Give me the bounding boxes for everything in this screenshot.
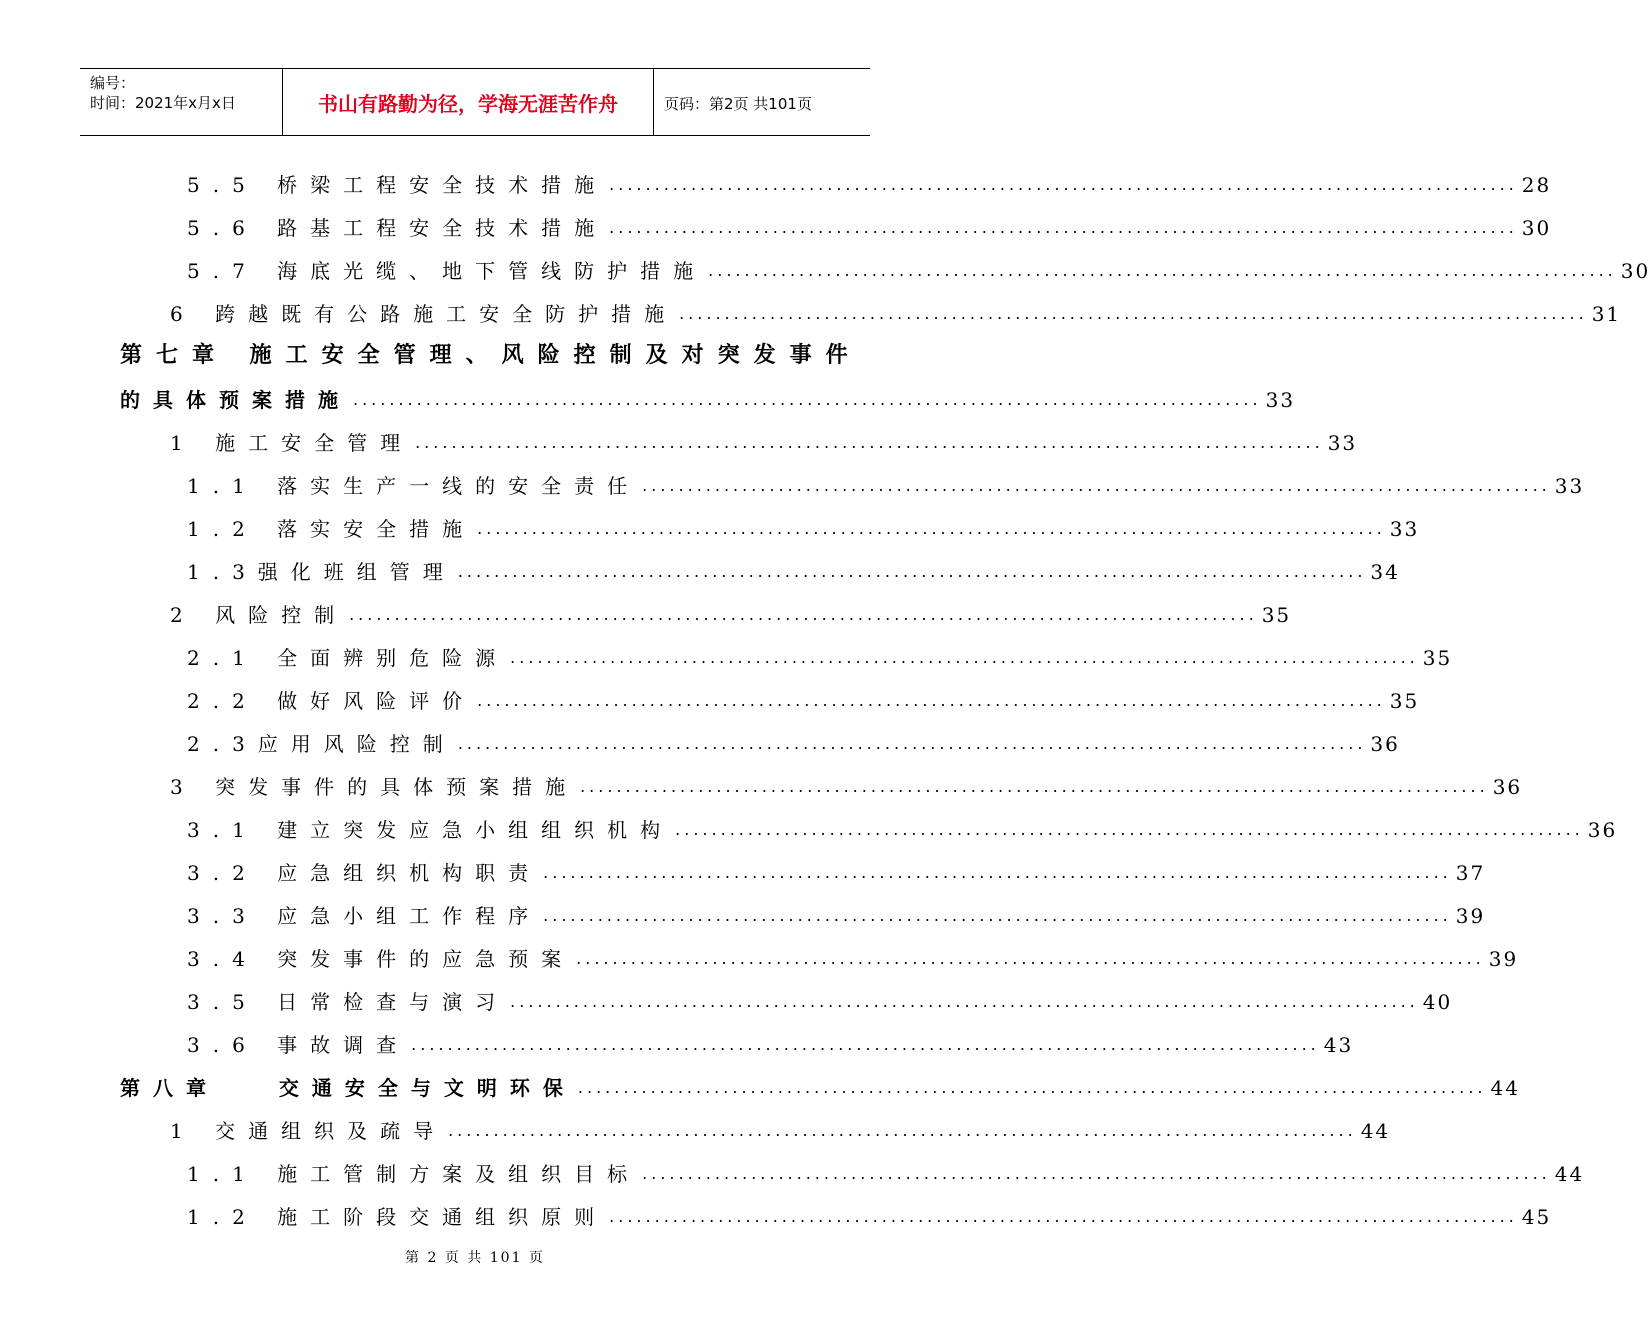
toc-entry-page: 44 [1490,1076,1520,1100]
toc-entry-title: 5.5 桥梁工程安全技术措施 [187,173,608,197]
toc-entry-title: 6 跨越既有公路施工安全防护措施 [170,302,678,326]
toc-entry[interactable] [170,595,1292,627]
toc-entry-title: 3.2 应急组织机构职责 [187,861,542,885]
header-meta-cell [80,69,283,135]
toc-entry[interactable] [187,1154,1585,1186]
toc-entry[interactable] [187,552,1400,584]
toc-entry-title: 1.3强化班组管理 [187,560,456,584]
toc-entry-title: 2.1 全面辨别危险源 [187,646,509,670]
doc-date: 时间：2021年x月x日 [90,94,236,112]
toc-entry-title: 1.1 施工管制方案及组织目标 [187,1162,641,1186]
toc-entry-title: 1 交通组织及疏导 [170,1119,447,1143]
toc-entry-page: 35 [1422,646,1453,670]
toc-entry-title: 3.4 突发事件的应急预案 [187,947,575,971]
toc-leader: .................................................................................................... [642,1164,1551,1183]
toc-entry-page: 36 [1370,732,1400,756]
toc-entry[interactable] [170,1111,1391,1143]
toc-entry[interactable] [187,208,1552,240]
toc-entry-page: 36 [1587,818,1618,842]
toc-entry-page: 44 [1554,1162,1585,1186]
toc-leader: .................................................................................................... [415,433,1324,452]
toc-leader: .................................................................................................... [543,863,1452,882]
toc-entry-title: 3.6 事故调查 [187,1033,410,1057]
toc-entry-page: 45 [1521,1205,1552,1229]
toc-entry[interactable] [187,982,1453,1014]
toc-leader: .................................................................................................... [510,992,1419,1011]
toc-entry-page: 39 [1488,947,1519,971]
doc-number-label: 编号： [90,74,136,92]
toc-entry-title: 1.2 施工阶段交通组织原则 [187,1205,608,1229]
toc-entry[interactable] [187,165,1552,197]
toc-entry[interactable] [170,423,1358,455]
toc-leader: .................................................................................................... [457,562,1367,581]
toc-entry-title: 1 施工安全管理 [170,431,414,455]
toc-entry[interactable] [187,896,1486,928]
toc-leader: .................................................................................................... [411,1035,1320,1054]
toc-leader: .................................................................................................... [510,648,1419,667]
toc-entry-title: 5.7 海底光缆、地下管线防护措施 [187,259,707,283]
toc-leader: .................................................................................................... [477,519,1386,538]
toc-leader: .................................................................................................... [349,605,1258,624]
toc-entry[interactable] [187,1197,1552,1229]
toc-entry-title: 第八章 交通安全与文明环保 [120,1076,576,1100]
toc-entry-title: 1.2 落实安全措施 [187,517,476,541]
toc-entry-page: 36 [1492,775,1523,799]
toc-entry-page: 33 [1265,388,1296,412]
toc-entry[interactable] [187,810,1618,842]
toc-entry[interactable] [187,1025,1354,1057]
page-header [80,68,870,136]
toc-leader: .................................................................................................... [708,261,1617,280]
toc-entry-title: 的具体预案措施 [120,388,351,412]
toc-leader: .................................................................................................... [353,390,1262,409]
toc-entry-title: 2 风险控制 [170,603,348,627]
toc-entry-page: 35 [1389,689,1420,713]
toc-entry[interactable] [187,681,1420,713]
toc-leader: .................................................................................................... [543,906,1452,925]
toc-entry-title: 3.1 建立突发应急小组组织机构 [187,818,674,842]
toc-entry[interactable] [187,939,1519,971]
toc-entry[interactable] [187,251,1650,283]
toc-leader: .................................................................................................... [609,1207,1518,1226]
toc-entry-title: 3.3 应急小组工作程序 [187,904,542,928]
toc-entry-page: 40 [1422,990,1453,1014]
toc-leader: .................................................................................................... [580,777,1489,796]
page-footer: 第 2 页 共 101 页 [405,1250,545,1266]
toc-entry-page: 28 [1521,173,1552,197]
toc-leader: .................................................................................................... [679,304,1588,323]
toc-entry-page: 30 [1620,259,1650,283]
toc-leader: .................................................................................................... [609,218,1518,237]
toc-entry-title: 5.6 路基工程安全技术措施 [187,216,608,240]
toc-leader: .................................................................................................... [577,1078,1487,1097]
toc-entry-title: 3 突发事件的具体预案措施 [170,775,579,799]
toc-entry-page: 31 [1591,302,1622,326]
toc-entry[interactable] [187,638,1453,670]
toc-entry[interactable] [170,294,1622,326]
toc-entry-page: 35 [1261,603,1292,627]
toc-entry-title: 1.1 落实生产一线的安全责任 [187,474,641,498]
toc-entry[interactable] [170,767,1523,799]
toc-entry-page: 33 [1554,474,1585,498]
toc-leader: .................................................................................................... [642,476,1551,495]
toc-entry[interactable] [187,466,1585,498]
toc-entry-title: 2.3应用风险控制 [187,732,456,756]
toc-entry[interactable] [187,509,1420,541]
toc-entry-page: 34 [1370,560,1400,584]
toc-entry-chapter[interactable] [120,380,1296,412]
toc-chapter-heading[interactable]: 第七章 施工安全管理、风险控制及对突发事件 [120,342,862,368]
toc-entry[interactable] [187,724,1400,756]
toc-leader: .................................................................................................... [477,691,1386,710]
toc-entry-page: 44 [1360,1119,1391,1143]
toc-entry-title: 3.5 日常检查与演习 [187,990,509,1014]
header-motto: 书山有路勤为径，学海无涯苦作舟 [283,69,654,135]
toc-entry-page: 33 [1389,517,1420,541]
toc-entry-page: 30 [1521,216,1552,240]
toc-entry-page: 33 [1327,431,1358,455]
toc-leader: .................................................................................................... [576,949,1485,968]
toc-entry-page: 43 [1323,1033,1354,1057]
toc-entry-title: 2.2 做好风险评价 [187,689,476,713]
toc-leader: .................................................................................................... [448,1121,1357,1140]
toc-leader: .................................................................................................... [457,734,1367,753]
toc-leader: .................................................................................................... [609,175,1518,194]
toc-entry-page: 37 [1455,861,1486,885]
toc-entry-chapter[interactable] [120,1068,1520,1100]
header-page-info: 页码：第2页 共101页 [664,95,812,113]
toc-entry-page: 39 [1455,904,1486,928]
toc-leader: .................................................................................................... [675,820,1584,839]
toc-entry[interactable] [187,853,1486,885]
